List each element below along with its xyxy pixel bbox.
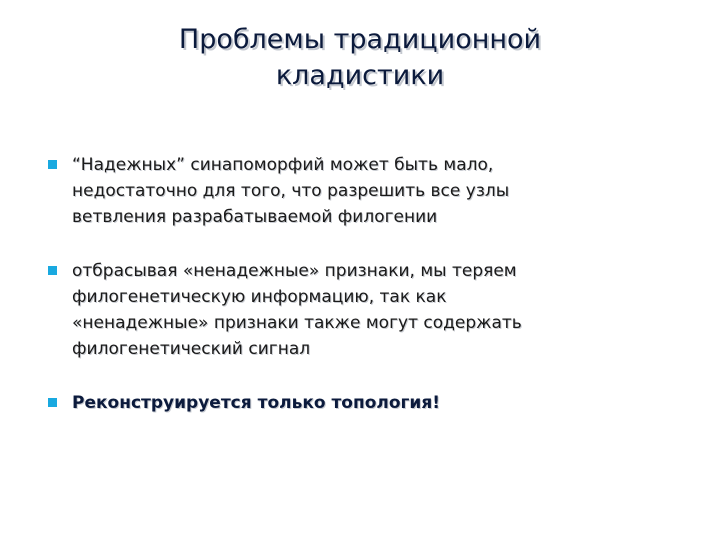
- square-bullet-icon: [48, 266, 57, 275]
- bullet-item: [48, 390, 648, 416]
- bullet-line: ветвления разрабатываемой филогении: [72, 207, 438, 227]
- bullet-line: недостаточно для того, что разрешить все узлы: [72, 181, 510, 201]
- slide-title: [60, 22, 660, 94]
- bullet-line: отбрасывая «ненадежные» признаки, мы теряем: [72, 261, 517, 281]
- bullet-line: филогенетическую информацию, так как: [72, 287, 447, 307]
- bullet-line: «ненадежные» признаки также могут содержать: [72, 313, 522, 333]
- title-line: Проблемы традиционной: [178, 24, 542, 55]
- bullet-item: [48, 258, 648, 362]
- square-bullet-icon: [48, 160, 57, 169]
- bullet-line: филогенетический сигнал: [72, 339, 311, 359]
- square-bullet-icon: [48, 398, 57, 407]
- bullet-item: [48, 152, 648, 230]
- bullet-list: [48, 152, 648, 416]
- bullet-line: Реконструируется только топология!: [72, 393, 441, 413]
- title-line: кладистики: [275, 60, 445, 91]
- bullet-line: “Надежных” синапоморфий может быть мало,: [72, 155, 494, 175]
